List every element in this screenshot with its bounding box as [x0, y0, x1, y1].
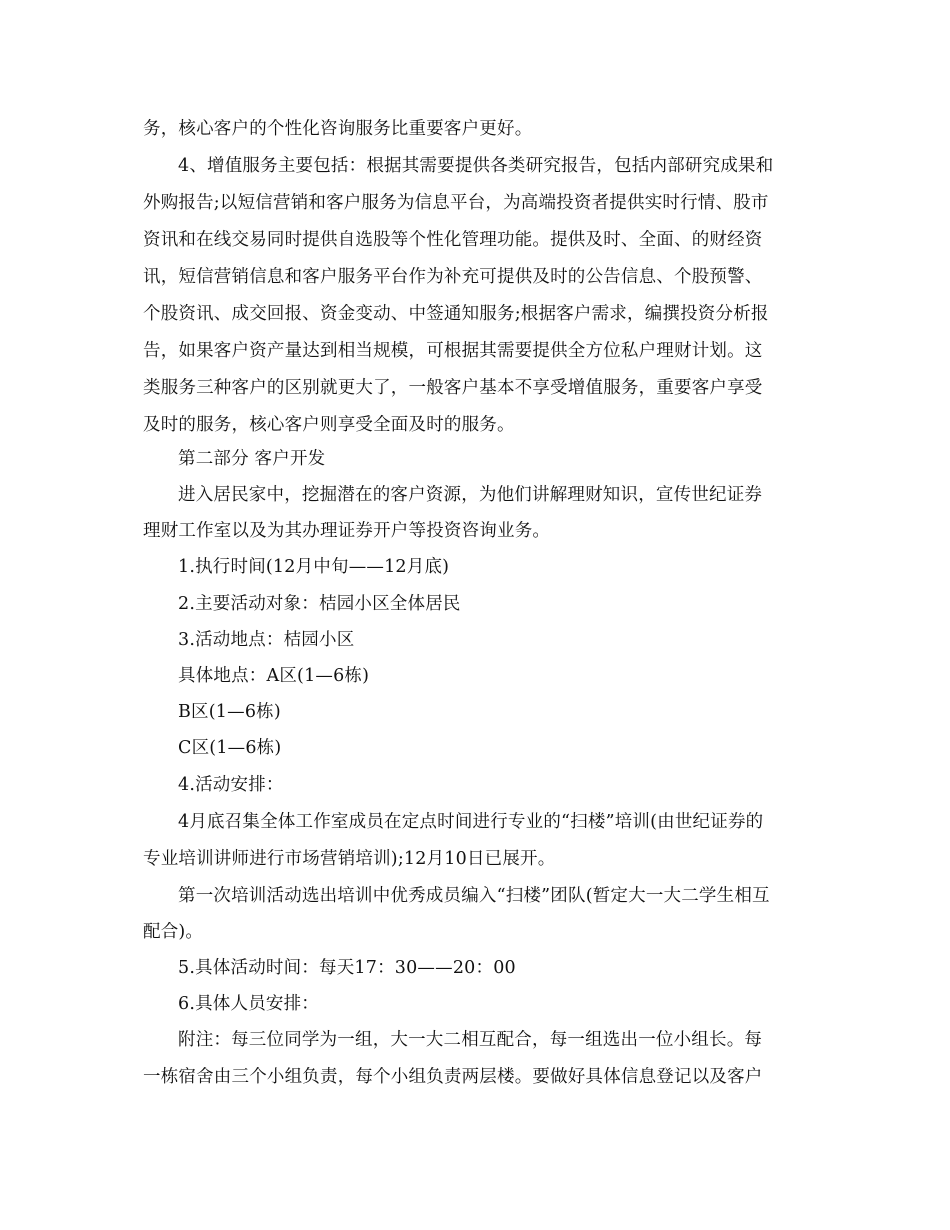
text-line: 专业培训讲师进行市场营销培训);12月10日已展开。	[143, 849, 556, 869]
text-line: 讯，短信营销信息和客户服务平台作为补充可提供及时的公告信息、个股预警、	[143, 267, 763, 287]
text-line: 配合)。	[143, 922, 204, 942]
list-item: 3.活动地点：桔园小区	[178, 630, 355, 650]
text-line: B区(1—6栋)	[178, 702, 281, 722]
text-line: 务，核心客户的个性化咨询服务比重要客户更好。	[143, 119, 533, 139]
section-heading: 第二部分 客户开发	[178, 449, 326, 469]
text-line: 理财工作室以及为其办理证券开户等投资咨询业务。	[143, 521, 551, 541]
text-line: 4、增值服务主要包括：根据其需要提供各类研究报告，包括内部研究成果和	[178, 156, 774, 176]
text-line: 附注：每三位同学为一组，大一大二相互配合，每一组选出一位小组长。每	[178, 1030, 763, 1050]
list-item: 2.主要活动对象：桔园小区全体居民	[178, 594, 461, 614]
list-item: 1.执行时间(12月中旬——12月底)	[178, 557, 450, 577]
text-line: 告，如果客户资产量达到相当规模，可根据其需要提供全方位私户理财计划。这	[143, 341, 763, 361]
text-line: 类服务三种客户的区别就更大了，一般客户基本不享受增值服务，重要客户享受	[143, 378, 763, 398]
text-line: 个股资讯、成交回报、资金变动、中签通知服务;根据客户需求，编撰投资分析报	[143, 304, 769, 324]
list-item: 5.具体活动时间：每天17：30——20：00	[178, 958, 516, 978]
text-line: 及时的服务，核心客户则享受全面及时的服务。	[143, 415, 515, 435]
text-line: 进入居民家中，挖掘潜在的客户资源，为他们讲解理财知识，宣传世纪证券	[178, 485, 763, 505]
text-line: 资讯和在线交易同时提供自选股等个性化管理功能。提供及时、全面、的财经资	[143, 230, 763, 250]
text-line: 第一次培训活动选出培训中优秀成员编入“扫楼”团队(暂定大一大二学生相互	[178, 886, 770, 906]
text-line: 一栋宿舍由三个小组负责，每个小组负责两层楼。要做好具体信息登记以及客户	[143, 1067, 763, 1087]
text-line: C区(1—6栋)	[178, 738, 282, 758]
list-item: 4.活动安排：	[178, 775, 284, 795]
text-line: 外购报告;以短信营销和客户服务为信息平台，为高端投资者提供实时行情、股市	[143, 193, 769, 213]
text-line: 4月底召集全体工作室成员在定点时间进行专业的“扫楼”培训(由世纪证券的	[178, 812, 764, 832]
text-line: 具体地点：A区(1—6栋)	[178, 666, 370, 686]
list-item: 6.具体人员安排：	[178, 994, 319, 1014]
